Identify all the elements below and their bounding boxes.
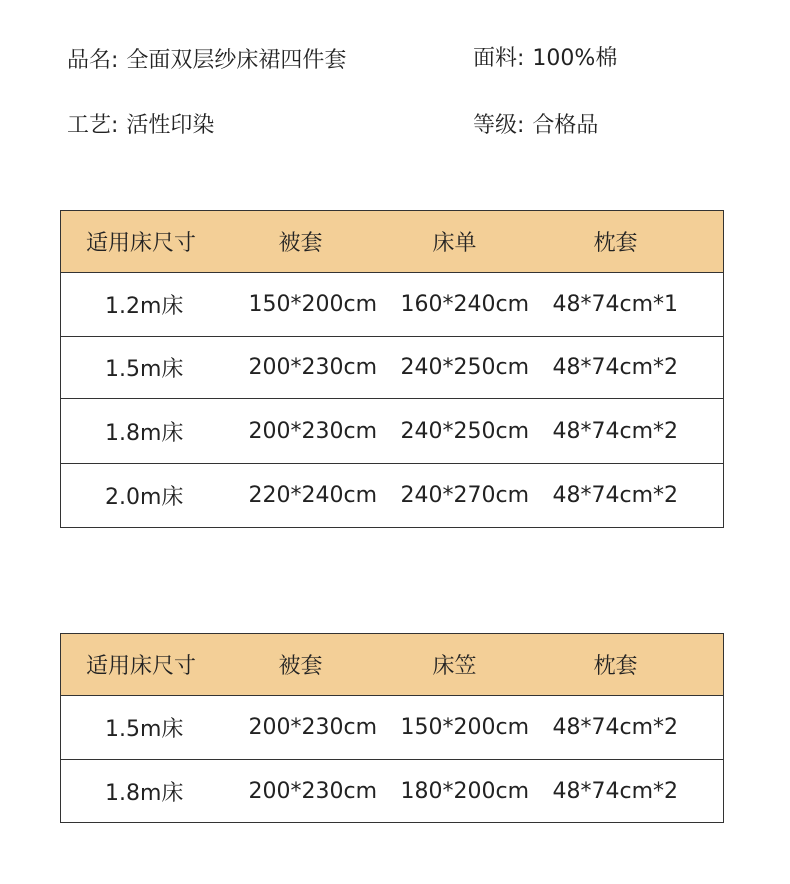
cell-bed-size: 1.8m床 (61, 760, 221, 823)
cell-duvet-cover: 220*240cm (221, 464, 381, 528)
table-row (61, 760, 724, 823)
cell-pillowcase: 48*74cm*2 (531, 696, 724, 760)
grade (473, 113, 598, 139)
header-pillowcase: 枕套 (593, 231, 638, 256)
table-header-row (61, 211, 724, 273)
cell-fitted-sheet: 150*200cm (381, 696, 531, 760)
cell-bed-size: 1.2m床 (61, 273, 221, 337)
cell-bed-size: 1.5m床 (61, 696, 221, 760)
craft-value: 活性印染 (126, 113, 215, 138)
fabric-label: 面料: (473, 46, 525, 71)
cell-bed-sheet: 160*240cm (381, 273, 531, 337)
table-row (61, 273, 724, 337)
table-header-row (61, 634, 724, 696)
grade-label: 等级: (473, 113, 525, 138)
size-table-fitted-sheet (60, 633, 724, 823)
table-row (61, 337, 724, 399)
cell-duvet-cover: 200*230cm (221, 760, 381, 823)
table-row (61, 399, 724, 464)
cell-bed-sheet: 240*270cm (381, 464, 531, 528)
fabric-value: 100%棉 (532, 46, 618, 71)
cell-pillowcase: 48*74cm*2 (531, 399, 724, 464)
cell-bed-size: 2.0m床 (61, 464, 221, 528)
cell-pillowcase: 48*74cm*2 (531, 464, 724, 528)
cell-pillowcase: 48*74cm*2 (531, 760, 724, 823)
table-row (61, 696, 724, 760)
cell-duvet-cover: 200*230cm (221, 399, 381, 464)
cell-bed-sheet: 240*250cm (381, 399, 531, 464)
product-name-value: 全面双层纱床裙四件套 (126, 48, 347, 73)
cell-duvet-cover: 200*230cm (221, 337, 381, 399)
cell-bed-size: 1.8m床 (61, 399, 221, 464)
header-bed-size: 适用床尺寸 (86, 231, 197, 256)
cell-pillowcase: 48*74cm*1 (531, 273, 724, 337)
header-pillowcase: 枕套 (593, 654, 638, 679)
cell-bed-sheet: 240*250cm (381, 337, 531, 399)
header-duvet-cover: 被套 (278, 654, 323, 679)
cell-duvet-cover: 150*200cm (221, 273, 381, 337)
cell-pillowcase: 48*74cm*2 (531, 337, 724, 399)
size-table-bedsheet (60, 210, 724, 528)
table-row (61, 464, 724, 528)
header-duvet-cover: 被套 (278, 231, 323, 256)
header-bed-size: 适用床尺寸 (86, 654, 197, 679)
fabric (473, 46, 617, 72)
header-fitted-sheet: 床笠 (432, 654, 477, 679)
craft (67, 113, 214, 139)
product-name-label: 品名: (67, 48, 119, 73)
cell-fitted-sheet: 180*200cm (381, 760, 531, 823)
craft-label: 工艺: (67, 113, 119, 138)
product-name (67, 48, 346, 74)
grade-value: 合格品 (532, 113, 599, 138)
header-bed-sheet: 床单 (432, 231, 477, 256)
cell-bed-size: 1.5m床 (61, 337, 221, 399)
cell-duvet-cover: 200*230cm (221, 696, 381, 760)
